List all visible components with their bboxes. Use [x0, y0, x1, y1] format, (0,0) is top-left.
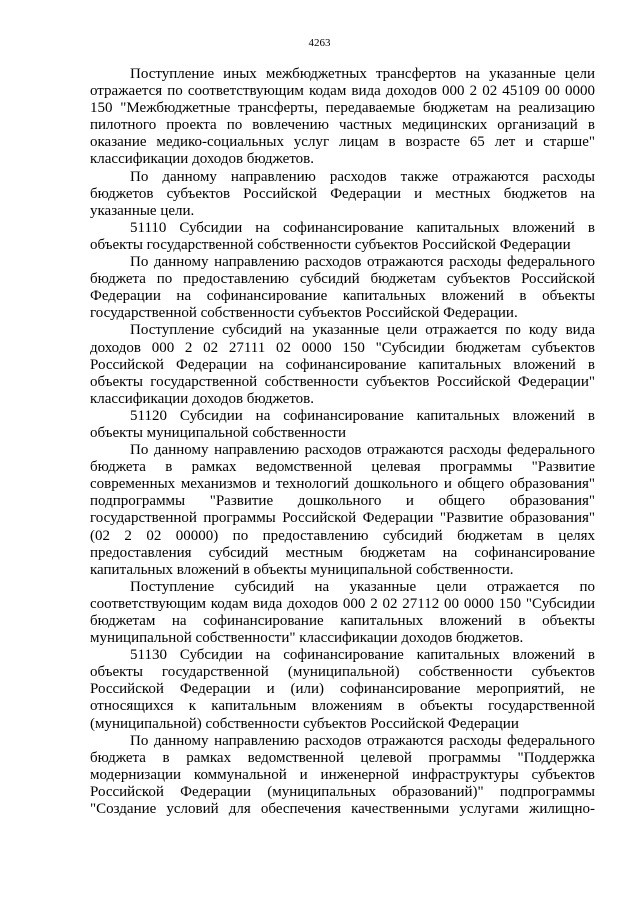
text-line: По данному направлению расходов отражаются расходы федерального	[130, 732, 595, 749]
text-line: бюджета по предоставлению субсидий бюджетам субъектов Российской	[90, 271, 595, 288]
text-line: модернизации коммунальной и инженерной инфраструктуры субъектов	[90, 766, 595, 783]
paragraph	[90, 322, 595, 407]
paragraph	[90, 220, 595, 254]
text-line: "Создание условий для обеспечения качественными услугами жилищно-	[90, 801, 595, 818]
text-line: пилотного проекта по вовлечению частных медицинских организаций в	[90, 117, 595, 134]
text-line: бюджета в рамках ведомственной целевая программы "Развитие	[90, 459, 595, 476]
text-line: Российской Федерации и (или) софинансирование мероприятий, не	[90, 681, 595, 698]
text-line: 51110 Субсидии на софинансирование капитальных вложений в	[130, 219, 595, 236]
paragraph	[90, 733, 595, 818]
text-line: 150 "Межбюджетные трансферты, передаваемые бюджетам на реализацию	[90, 100, 595, 117]
paragraph	[90, 169, 595, 220]
text-line: подпрограммы "Развитие дошкольного и общего образования"	[90, 493, 595, 510]
text-line: По данному направлению расходов отражаются расходы федерального	[130, 442, 595, 459]
text-line: объекты муниципальной собственности	[90, 424, 347, 441]
text-line: По данному направлению расходов отражаются расходы федерального	[130, 254, 595, 271]
text-line: Российской Федерации на софинансирование капитальных вложений в	[90, 356, 595, 373]
text-line: По данному направлению расходов также отражаются расходы	[130, 168, 595, 185]
text-line: бюджетам на софинансирование капитальных вложений в объекты	[90, 613, 595, 629]
paragraph	[90, 66, 595, 169]
text-line: Поступление субсидий на указанные цели отражается по коду вида	[130, 322, 595, 339]
text-line: Федерации на софинансирование капитальных вложений в объекты	[90, 288, 595, 305]
text-line: капитальных вложений в объекты муниципальной собственности.	[90, 561, 514, 578]
text-line: классификации доходов бюджетов.	[90, 390, 315, 407]
text-line: объекты государственной (муниципальной) собственности субъектов	[90, 664, 595, 681]
text-line: (муниципальной) собственности субъектов Российской Федерации	[90, 715, 519, 732]
paragraph	[90, 647, 595, 732]
text-line: государственной собственности субъектов Российской Федерации.	[90, 305, 518, 322]
text-line: указанные цели.	[90, 202, 195, 219]
document-body	[90, 66, 595, 818]
text-line: бюджета в рамках ведомственной целевой программы "Поддержка	[90, 749, 595, 766]
text-line: современных механизмов и технологий дошкольного и общего образования"	[90, 476, 595, 493]
text-line: относящихся к капитальным вложениям в объекты государственной	[90, 698, 595, 715]
text-line: Поступление субсидий на указанные цели отражается по	[130, 578, 595, 595]
text-line: (02 2 02 00000) по предоставлению субсидий бюджетам в целях	[90, 527, 595, 544]
text-line: муниципальной собственности" классификации доходов бюджетов.	[90, 630, 524, 647]
text-line: классификации доходов бюджетов.	[90, 151, 315, 168]
text-line: отражается по соответствующим кодам вида доходов 000 2 02 45109 00 0000	[90, 83, 595, 100]
text-line: 51120 Субсидии на софинансирование капитальных вложений в	[130, 407, 595, 424]
text-line: доходов 000 2 02 27111 02 0000 150 "Субсидии бюджетам субъектов	[90, 339, 595, 356]
text-line: 51130 Субсидии на софинансирование капитальных вложений в	[130, 647, 595, 664]
text-line: оказание медико-социальных услуг лицам в возрасте 65 лет и старше"	[90, 134, 595, 151]
text-line: государственной программы Российской Федерации "Развитие образования"	[90, 510, 595, 527]
page-number: 4263	[308, 37, 331, 49]
paragraph	[90, 254, 595, 322]
text-line: объекты государственной собственности субъектов Российской Федерации	[90, 236, 571, 253]
text-line: бюджетов субъектов Российской Федерации и местных бюджетов на	[90, 185, 595, 202]
paragraph	[90, 579, 595, 647]
text-line: Поступление иных межбюджетных трансфертов на указанные цели	[130, 66, 595, 82]
text-line: Российской Федерации (муниципальных образований)" подпрограммы	[90, 783, 595, 800]
text-line: предоставления субсидий местным бюджетам на софинансирование	[90, 544, 595, 561]
paragraph	[90, 442, 595, 579]
paragraph	[90, 408, 595, 442]
text-line: объекты государственной собственности субъектов Российской Федерации"	[90, 373, 595, 390]
text-line: соответствующим кодам вида доходов 000 2 02 27112 00 0000 150 "Субсидии	[90, 595, 595, 612]
